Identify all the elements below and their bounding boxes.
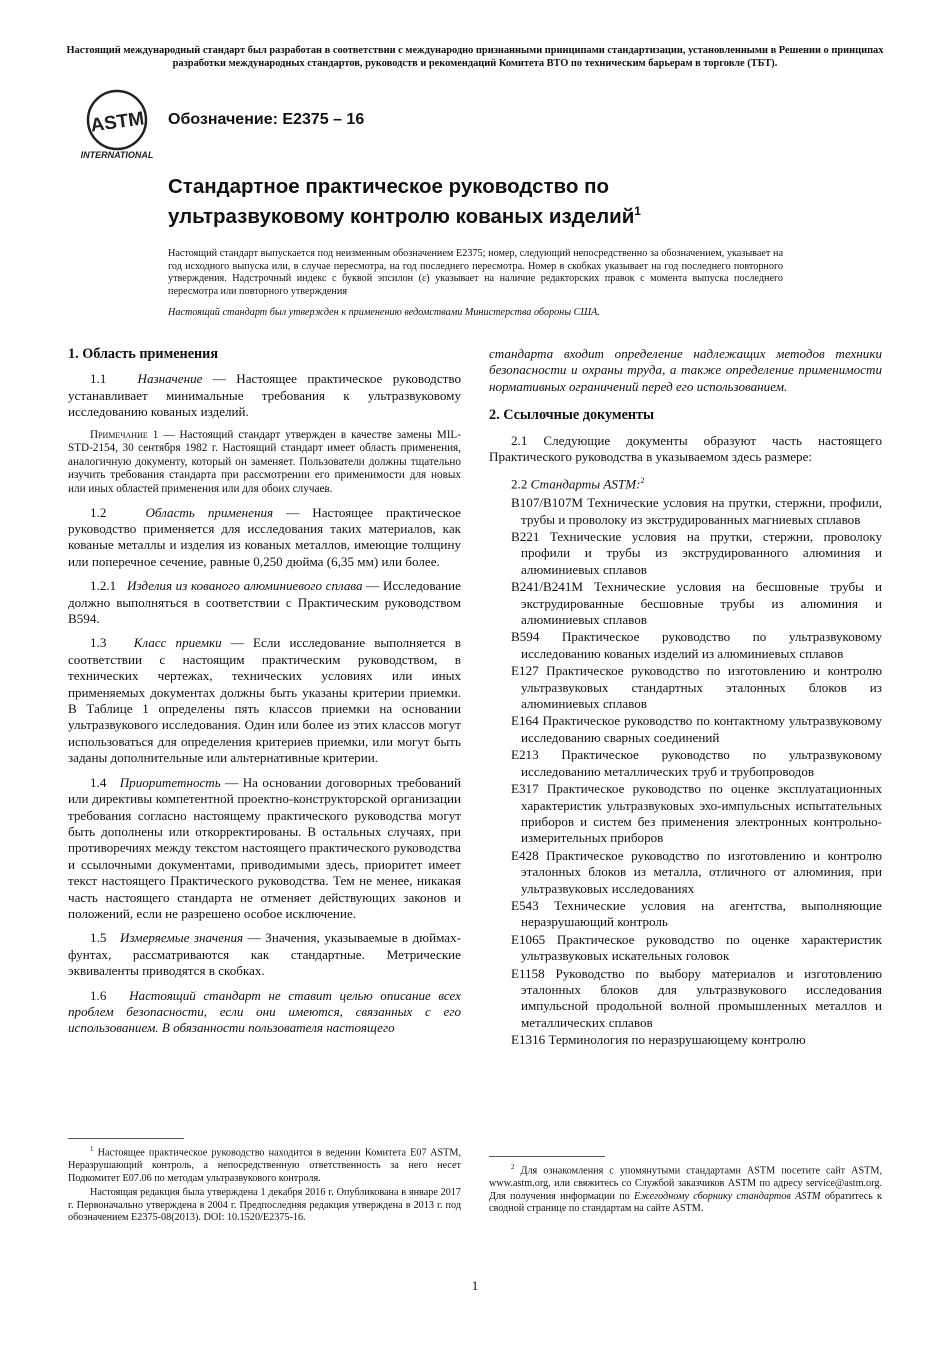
astm-logo <box>76 88 158 160</box>
title-text: Стандартное практическое руководство по ультразвуковому контролю кованых изделий <box>168 175 635 228</box>
wto-banner: Настоящий международный стандарт был разработан в соответствии с международно признанными принципами стандартизации, установленными в Решении о принципах разработки международных стандартов, руководств и рекомендаций Комитета ВТО по техническим барьерам в торговле (ТБТ). <box>66 45 884 69</box>
title-footnote-ref: 1 <box>634 204 641 218</box>
ref-b594: B594 Практическое руководство по ультразвуковому исследованию кованых изделий из алюминиевых сплавов <box>511 629 882 661</box>
para-1-6-cont: стандарта входит определение надлежащих методов техники безопасности и охраны труда, а также определение применимости нормативных ограничений перед его использованием. <box>489 346 882 394</box>
ref-e127: E127 Практическое руководство по изготовлению и контролю ультразвуковых стандартных эталонных блоков из алюминиевых сплавов <box>511 663 882 712</box>
ref-e1316: E1316 Терминология по неразрушающему контролю <box>511 1032 806 1048</box>
footnote-rule-right <box>489 1156 605 1157</box>
section-2-heading: 2. Ссылочные документы <box>489 407 655 424</box>
para-1-3: 1.3 Класс приемки — Если исследование выполняется в соответствии с настоящим практическим руководством, в технических чертежах, технических условиях или иных применяемых документах должны быть указаны критерии приемки. В Таблице 1 определены пять классов приемки на основании ультразвукового исследования. Один или более из этих классов могут использоваться для определения критериев приемки, или могут быть заданы дополнительные или альтернативные критерии. <box>68 635 461 766</box>
para-2-1: 2.1 Следующие документы образуют часть настоящего Практического руководства в указываемом здесь размере: <box>489 432 882 465</box>
right-column <box>489 346 882 1050</box>
ref-e317: E317 Практическое руководство по оценке эксплуатационных характеристик ультразвуковых эхо-импульсных испытательных приборов и систем без применения электронных контрольно-измерительных приборов <box>511 781 882 846</box>
left-column <box>68 346 461 1045</box>
para-1-5: 1.5 Измеряемые значения — Значения, указываемые в дюймах-фунтах, рассматриваются как стандартные. Метрические эквиваленты приводятся в скобках. <box>68 930 462 979</box>
logo-subtext: INTERNATIONAL <box>80 150 154 160</box>
para-1-2-1: 1.2.1 Изделия из кованого алюминиевого сплава — Исследование должно выполняться в соответствии с Практическим руководством B594. <box>68 578 461 627</box>
designation: Обозначение: E2375 – 16 <box>168 111 365 128</box>
logo-text: ASTM <box>89 108 146 137</box>
ref-b241: B241/B241M Технические условия на бесшовные трубы и экструдированные бесшовные трубы из алюминия и алюминиевых сплавов <box>511 579 882 628</box>
dod-approval: Настоящий стандарт был утвержден к применению ведомствами Министерства обороны США. <box>168 307 600 318</box>
note-1: Примечание 1 — Настоящий стандарт утвержден в качестве замены MIL-STD-2154, 30 сентября 1982 г. Настоящий стандарт имеет область применения, аналогичную документу, который он заменяет. Пользователи должны тщательно изучить требования стандарта при рассмотрении его применимости для новых или иных областей применения или для обоих случаев. <box>68 428 461 495</box>
footnote-1: $^1$ Настоящее практическое руководство находится в ведении Комитета E07 ASTM, Неразрушающий контроль, а непосредственную ответственность за него несет Подкомитет E07.06 по методам ультразвукового контроля. Настоящая редакция была утверждена 1 декабря 2016 г. Опубликована в январе 2017 г. Первоначально утверждена в 2004 г. Предпоследняя редакция утверждена в 2013 г. под обозначением E2375-08(2013). DOI: 10.1520/E2375-16. <box>68 1145 461 1224</box>
footnote-rule-left <box>68 1138 184 1139</box>
ref-b221: B221 Технические условия на прутки, стержни, проволоку профили и трубы из экструдированного алюминия и алюминиевых сплавов <box>511 529 882 577</box>
ref-e213: E213 Практическое руководство по ультразвуковому исследованию металлических труб и трубопроводов <box>511 747 882 779</box>
footnote-2: $^2$ Для ознакомления с упомянутыми стандартами ASTM посетите сайт ASTM, www.astm.org, или свяжитесь со Службой заказчиков ASTM по адресу service@astm.org. Для получения информации по Ежегодному сборнику стандартов ASTM обратитесь к сводной странице по стандартам на сайте ASTM. <box>489 1163 882 1215</box>
intro-note: Настоящий стандарт выпускается под неизменным обозначением E2375; номер, следующий непосредственно за обозначением, указывает на год исходного выпуска или, в случае пересмотра, на год последнего пересмотра. Номер в скобках указывает на год последнего повторного утверждения. Надстрочный индекс с буквой эпсилон (ε) указывает на наличие редакторских правок с момента выпуска последнего пересмотра или повторного утверждения <box>168 248 783 297</box>
ref-e543: E543 Технические условия на агентства, выполняющие неразрушающий контроль <box>511 897 882 930</box>
para-2-2: 2.2 Стандарты ASTM:$^2$ <box>511 476 645 492</box>
para-1-4: 1.4 Приоритетность — На основании договорных требований или директивы компетентной проектно-конструкторской организации требования согласно настоящему практического руководства могут быть дополнены или откорректированы. В остальных случаях, при противоречиях между текстом настоящего практического руководства и ссылочными документами, приводимыми здесь, приоритет имеет текст настоящего Практического руководства. Тем не менее, никакая часть настоящего стандарта не отменяет действующих законов и положений, если не разрешено особое исключение. <box>68 774 461 921</box>
ref-e428: E428 Практическое руководство по изготовлению и контролю эталонных блоков из металла, отличного от алюминия, при ультразвуковых исследованиях <box>511 847 882 896</box>
section-1-heading: 1. Область применения <box>68 346 219 362</box>
page-number: 1 <box>471 1278 479 1293</box>
ref-e1158: E1158 Руководство по выбору материалов и изготовлению эталонных блоков для ультразвукового исследования импульсной продольной волной промышленных металлов и металлических сплавов <box>511 965 882 1030</box>
document-title <box>168 174 728 229</box>
para-1-2: 1.2 Область применения — Настоящее практическое руководство применяется для исследования таких материалов, как кованые металлы и изделия из кованых металлов, имеющие толщину или поперечное сечение, равные 0,250 дюйма (6,35 мм) или более. <box>68 504 461 569</box>
para-1-6: 1.6 Настоящий стандарт не ставит целью описание всех проблем безопасности, если они имеются, связанных с его использованием. В обязанности пользователя настоящего <box>68 987 461 1036</box>
ref-e164: E164 Практическое руководство по контактному ультразвуковому исследованию сварных соединений <box>511 713 882 745</box>
ref-e1065: E1065 Практическое руководство по оценке характеристик ультразвуковых искательных головок <box>511 931 882 964</box>
para-1-1: 1.1 Назначение — Настоящее практическое руководство устанавливает минимальные требования к ультразвуковому исследованию кованых изделий. <box>68 371 462 420</box>
ref-b107: B107/B107M Технические условия на прутки, стержни, профили, трубы и проволоку из экструдированных магниевых сплавов <box>511 495 882 527</box>
